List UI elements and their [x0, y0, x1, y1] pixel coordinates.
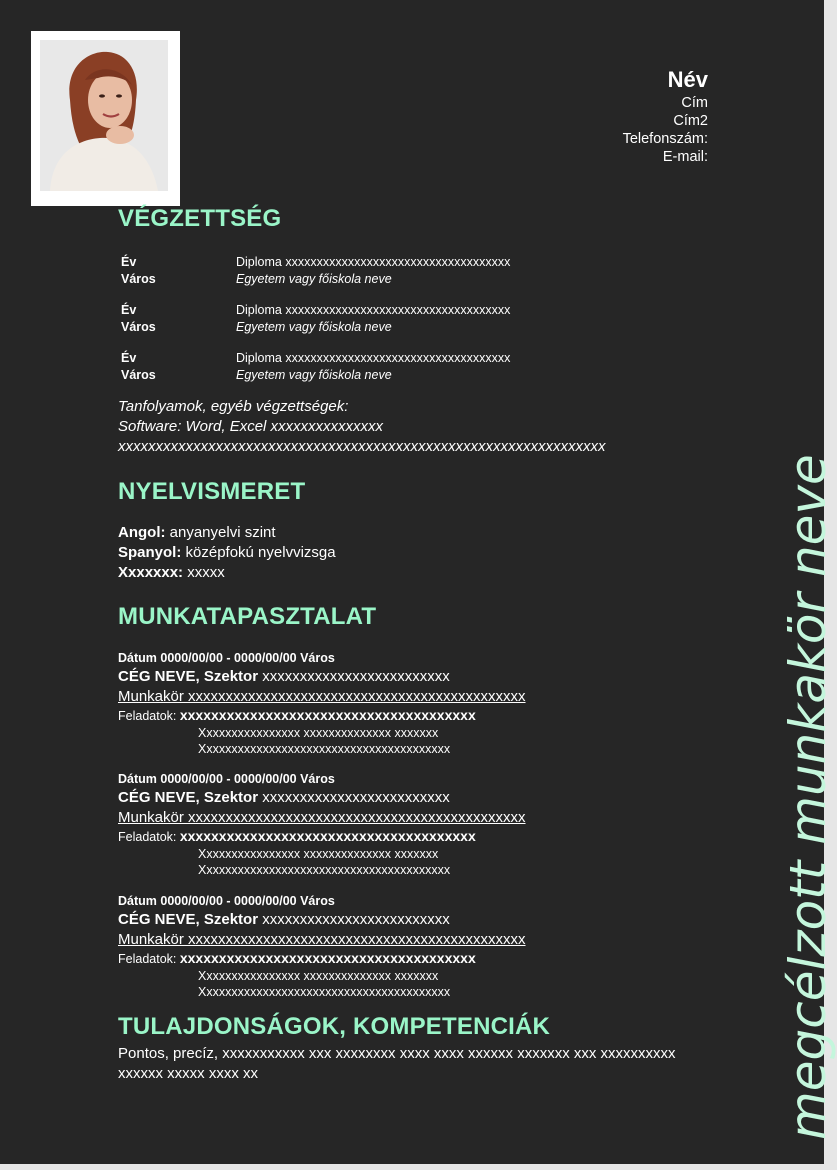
- education-entry: [121, 302, 510, 336]
- job-entry: [118, 771, 526, 878]
- job-company-line: [118, 667, 526, 687]
- job-subtask: Xxxxxxxxxxxxxxxx xxxxxxxxxxxxxx xxxxxxx: [198, 726, 439, 740]
- courses-line: xxxxxxxxxxxxxxxxxxxxxxxxxxxxxxxxxxxxxxxxxxxxxxxxxxxxxxxxxxxxxxxxx: [118, 438, 606, 455]
- edu-year: Év: [121, 255, 137, 269]
- contact-block: [623, 66, 708, 166]
- languages-list: [118, 523, 336, 583]
- job-subtask: Xxxxxxxxxxxxxxxx xxxxxxxxxxxxxx xxxxxxx: [198, 969, 439, 983]
- job-tasks: xxxxxxxxxxxxxxxxxxxxxxxxxxxxxxxxxxxxxx: [179, 828, 476, 844]
- edu-degree: Diploma xxxxxxxxxxxxxxxxxxxxxxxxxxxxxxxxxxxx: [236, 351, 511, 365]
- job-date: Dátum 0000/00/00 - 0000/00/00 Város: [118, 894, 335, 908]
- job-tasks-label: Feladatok:: [118, 952, 177, 966]
- job-subtask: Xxxxxxxxxxxxxxxxxxxxxxxxxxxxxxxxxxxxxxxx: [198, 863, 451, 877]
- edu-city: Város: [121, 272, 156, 286]
- languages-heading: NYELVISMERET: [118, 478, 306, 505]
- job-role: Munkakör xxxxxxxxxxxxxxxxxxxxxxxxxxxxxxxxxxxxxxxxxxxxx: [118, 809, 526, 826]
- language-name: Spanyol:: [118, 544, 182, 561]
- language-level: xxxxx: [187, 564, 225, 581]
- language-level: középfokú nyelvvizsga: [185, 544, 336, 561]
- edu-school: Egyetem vagy főiskola neve: [236, 320, 392, 334]
- job-tasks: xxxxxxxxxxxxxxxxxxxxxxxxxxxxxxxxxxxxxx: [179, 950, 476, 966]
- experience-heading: MUNKATAPASZTALAT: [118, 603, 377, 630]
- education-entry: [121, 350, 510, 384]
- traits-text: Pontos, precíz, xxxxxxxxxxx xxx xxxxxxxx xxxx xxxx xxxxxx xxxxxxx xxx xxxxxxxxxx xxxxxx xxxxx xxxx xx: [118, 1045, 676, 1082]
- edu-year: Év: [121, 303, 137, 317]
- edu-degree: Diploma xxxxxxxxxxxxxxxxxxxxxxxxxxxxxxxxxxxx: [236, 255, 511, 269]
- profile-photo-frame: [31, 31, 180, 206]
- job-tasks-line: [118, 950, 526, 968]
- job-company: CÉG NEVE, Szektor: [118, 911, 259, 928]
- job-tasks-label: Feladatok:: [118, 709, 177, 723]
- language-name: Angol:: [118, 524, 166, 541]
- job-company-line: [118, 788, 526, 808]
- job-subtask: Xxxxxxxxxxxxxxxx xxxxxxxxxxxxxx xxxxxxx: [198, 847, 439, 861]
- courses-block: [118, 397, 606, 457]
- job-tasks: xxxxxxxxxxxxxxxxxxxxxxxxxxxxxxxxxxxxxx: [179, 707, 476, 723]
- edu-city: Város: [121, 320, 156, 334]
- profile-photo: [40, 40, 168, 191]
- job-subtask: Xxxxxxxxxxxxxxxxxxxxxxxxxxxxxxxxxxxxxxxx: [198, 985, 451, 999]
- job-date: Dátum 0000/00/00 - 0000/00/00 Város: [118, 772, 335, 786]
- education-entry: [121, 254, 510, 288]
- job-entry: [118, 650, 526, 757]
- phone: Telefonszám:: [622, 131, 708, 147]
- job-entry: [118, 893, 526, 1000]
- courses-line: Tanfolyamok, egyéb végzettségek:: [118, 398, 349, 415]
- job-tasks-label: Feladatok:: [118, 830, 177, 844]
- language-item: [118, 563, 336, 583]
- name: Név: [667, 67, 708, 92]
- job-role: Munkakör xxxxxxxxxxxxxxxxxxxxxxxxxxxxxxxxxxxxxxxxxxxxx: [118, 931, 526, 948]
- edu-year: Év: [121, 351, 137, 365]
- education-heading: VÉGZETTSÉG: [118, 205, 282, 232]
- job-company-rest: xxxxxxxxxxxxxxxxxxxxxxxxx: [262, 911, 450, 928]
- job-date: Dátum 0000/00/00 - 0000/00/00 Város: [118, 651, 335, 665]
- language-item: [118, 523, 336, 543]
- job-tasks-line: [118, 828, 526, 846]
- courses-line: Software: Word, Excel xxxxxxxxxxxxxxx: [118, 418, 384, 435]
- email: E-mail:: [662, 149, 708, 165]
- edu-degree: Diploma xxxxxxxxxxxxxxxxxxxxxxxxxxxxxxxxxxxx: [236, 303, 511, 317]
- address2: Cím2: [673, 113, 708, 129]
- job-company-line: [118, 910, 526, 930]
- address: Cím: [681, 95, 708, 111]
- job-role: Munkakör xxxxxxxxxxxxxxxxxxxxxxxxxxxxxxxxxxxxxxxxxxxxx: [118, 688, 526, 705]
- portrait-image: [40, 40, 168, 191]
- edu-school: Egyetem vagy főiskola neve: [236, 368, 392, 382]
- language-item: [118, 543, 336, 563]
- job-tasks-line: [118, 707, 526, 725]
- job-company: CÉG NEVE, Szektor: [118, 789, 259, 806]
- job-company-rest: xxxxxxxxxxxxxxxxxxxxxxxxx: [262, 789, 450, 806]
- language-name: Xxxxxxx:: [118, 564, 184, 581]
- traits-heading: TULAJDONSÁGOK, KOMPETENCIÁK: [118, 1013, 551, 1040]
- language-level: anyanyelvi szint: [169, 524, 276, 541]
- job-company: CÉG NEVE, Szektor: [118, 668, 259, 685]
- edu-city: Város: [121, 368, 156, 382]
- job-company-rest: xxxxxxxxxxxxxxxxxxxxxxxxx: [262, 668, 450, 685]
- target-position-title: megcélzott munkakör neve: [779, 454, 837, 1140]
- job-subtask: Xxxxxxxxxxxxxxxxxxxxxxxxxxxxxxxxxxxxxxxx: [198, 742, 451, 756]
- edu-school: Egyetem vagy főiskola neve: [236, 272, 392, 286]
